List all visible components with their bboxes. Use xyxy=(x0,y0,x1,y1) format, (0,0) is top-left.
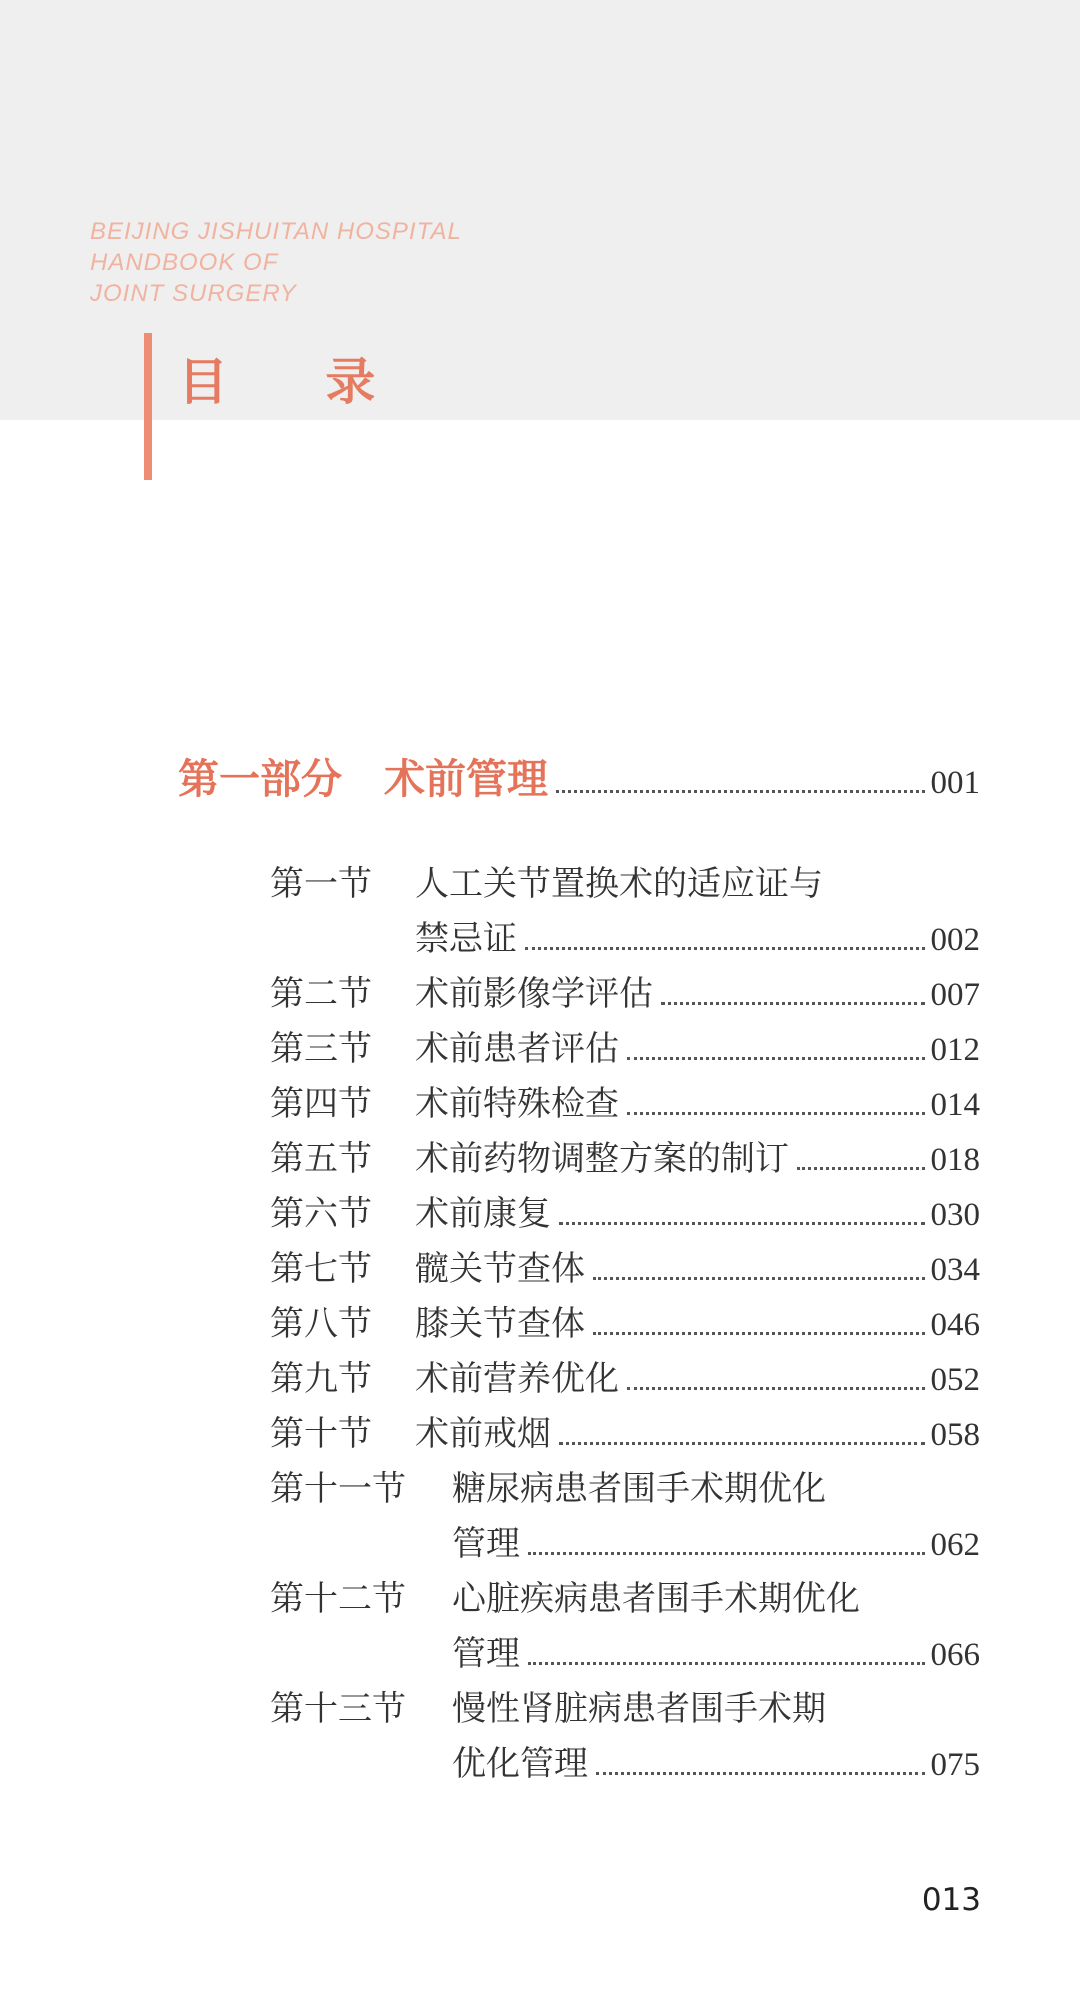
section-number: 第十二节 xyxy=(270,1579,406,1619)
section-number: 第七节 xyxy=(270,1249,372,1289)
section-number: 第五节 xyxy=(270,1139,372,1179)
section-title: 术前戒烟 xyxy=(415,1414,551,1454)
section-title-continued: 管理 xyxy=(452,1634,520,1674)
toc-section-entry[interactable] xyxy=(270,1571,980,1621)
section-number: 第六节 xyxy=(270,1194,372,1234)
toc-section-entry[interactable] xyxy=(270,856,980,906)
dot-leader xyxy=(559,1442,925,1445)
section-number: 第十一节 xyxy=(270,1469,406,1509)
dot-leader xyxy=(596,1772,925,1775)
dot-leader xyxy=(627,1112,925,1115)
section-title: 糖尿病患者围手术期优化 xyxy=(452,1469,826,1509)
section-title-continued: 管理 xyxy=(452,1524,520,1564)
section-number: 第三节 xyxy=(270,1029,372,1069)
section-page-number: 062 xyxy=(930,1527,980,1563)
section-title: 术前营养优化 xyxy=(415,1359,619,1399)
section-title: 术前药物调整方案的制订 xyxy=(415,1139,789,1179)
section-page-number: 075 xyxy=(930,1747,980,1783)
section-title: 术前特殊检查 xyxy=(415,1084,619,1124)
section-page-number: 002 xyxy=(930,922,980,958)
dot-leader xyxy=(528,1662,925,1665)
part-title: 术前管理 xyxy=(384,755,548,803)
toc-section-continuation[interactable] xyxy=(452,1626,980,1676)
section-page-number: 007 xyxy=(930,977,980,1013)
section-number: 第四节 xyxy=(270,1084,372,1124)
section-title-continued: 优化管理 xyxy=(452,1744,588,1784)
part-label: 第一部分 xyxy=(178,755,342,803)
section-title-continued: 禁忌证 xyxy=(415,919,517,959)
section-title: 人工关节置换术的适应证与 xyxy=(415,864,823,904)
section-page-number: 058 xyxy=(930,1417,980,1453)
section-number: 第十节 xyxy=(270,1414,372,1454)
toc-section-entry[interactable] xyxy=(270,1021,980,1071)
english-title xyxy=(90,216,462,309)
toc-section-entry[interactable] xyxy=(270,1461,980,1511)
dot-leader xyxy=(593,1332,925,1335)
toc-section-entry[interactable] xyxy=(270,1351,980,1401)
toc-section-entry[interactable] xyxy=(270,1076,980,1126)
toc-section-entry[interactable] xyxy=(270,1186,980,1236)
page-number: 013 xyxy=(921,1882,981,1918)
section-title: 术前患者评估 xyxy=(415,1029,619,1069)
section-page-number: 066 xyxy=(930,1637,980,1673)
dot-leader xyxy=(559,1222,925,1225)
accent-bar xyxy=(144,333,152,480)
section-title: 术前康复 xyxy=(415,1194,551,1234)
section-number: 第十三节 xyxy=(270,1689,406,1729)
section-page-number: 034 xyxy=(930,1252,980,1288)
section-title: 膝关节查体 xyxy=(415,1304,585,1344)
section-page-number: 046 xyxy=(930,1307,980,1343)
toc-section-continuation[interactable] xyxy=(452,1736,980,1786)
section-number: 第一节 xyxy=(270,864,372,904)
section-title: 髋关节查体 xyxy=(415,1249,585,1289)
dot-leader xyxy=(556,790,925,793)
dot-leader xyxy=(627,1387,925,1390)
section-page-number: 014 xyxy=(930,1087,980,1123)
toc-section-entry[interactable] xyxy=(270,1406,980,1456)
section-title: 心脏疾病患者围手术期优化 xyxy=(452,1579,860,1619)
toc-section-continuation[interactable] xyxy=(452,1516,980,1566)
dot-leader xyxy=(525,947,925,950)
section-title: 慢性肾脏病患者围手术期 xyxy=(452,1689,826,1729)
dot-leader xyxy=(528,1552,925,1555)
section-page-number: 030 xyxy=(930,1197,980,1233)
part-page-number: 001 xyxy=(930,765,980,801)
english-title-line: HANDBOOK OF xyxy=(90,249,279,276)
dot-leader xyxy=(661,1002,925,1005)
toc-section-entry[interactable] xyxy=(270,1241,980,1291)
toc-part-entry[interactable] xyxy=(178,746,980,806)
english-title-line: BEIJING JISHUITAN HOSPITAL xyxy=(90,218,462,245)
english-title-line: JOINT SURGERY xyxy=(90,280,297,307)
section-number: 第二节 xyxy=(270,974,372,1014)
dot-leader xyxy=(797,1167,925,1170)
section-title: 术前影像学评估 xyxy=(415,974,653,1014)
toc-section-entry[interactable] xyxy=(270,1131,980,1181)
dot-leader xyxy=(627,1057,925,1060)
toc-section-entry[interactable] xyxy=(270,1296,980,1346)
dot-leader xyxy=(593,1277,925,1280)
section-number: 第八节 xyxy=(270,1304,372,1344)
header-band xyxy=(0,0,1080,420)
section-page-number: 052 xyxy=(930,1362,980,1398)
toc-section-continuation[interactable] xyxy=(415,911,980,961)
toc-section-entry[interactable] xyxy=(270,1681,980,1731)
toc-heading: 目 录 xyxy=(178,353,416,411)
toc-section-entry[interactable] xyxy=(270,966,980,1016)
section-number: 第九节 xyxy=(270,1359,372,1399)
section-page-number: 018 xyxy=(930,1142,980,1178)
section-page-number: 012 xyxy=(930,1032,980,1068)
